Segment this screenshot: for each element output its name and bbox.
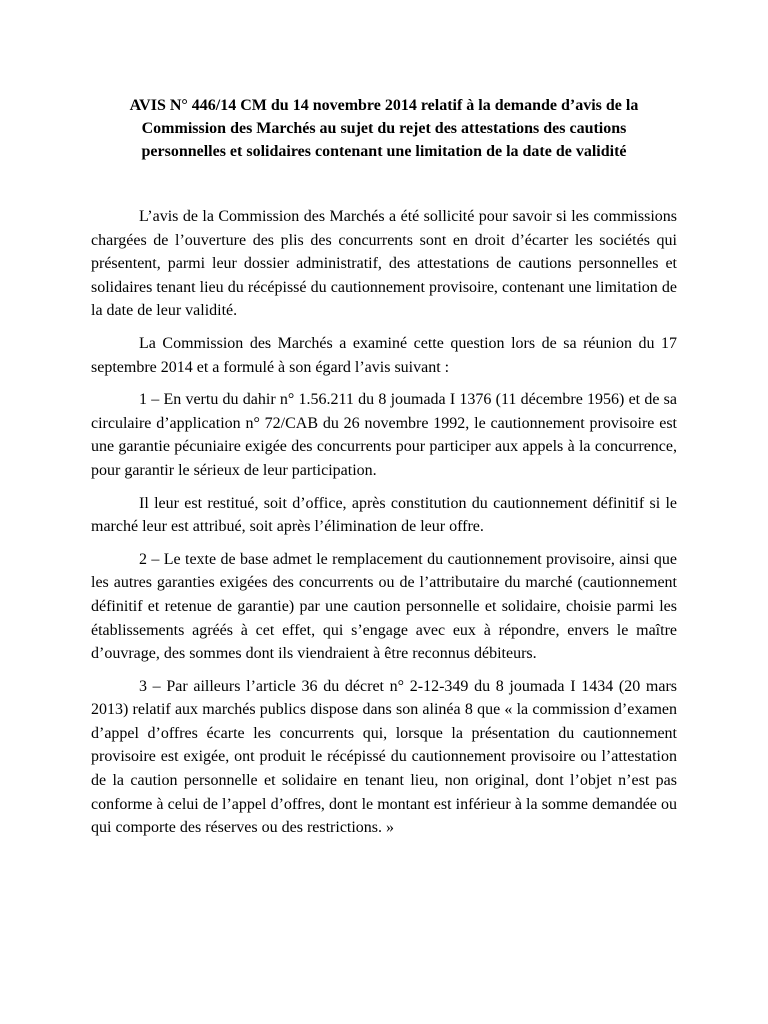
title-line-2: Commission des Marchés au sujet du rejet des attestations des cautions [141, 120, 627, 137]
document-title [91, 94, 677, 163]
document-page [91, 94, 677, 840]
paragraph-point-3: 3 – Par ailleurs l’article 36 du décret n° 2-12-349 du 8 joumada I 1434 (20 mars 2013) relatif aux marchés publics dispose dans son alinéa 8 que « la commission d’examen d’appel d’offres écarte les concurrents qui, lorsque la présentation du cautionnement provisoire est exigée, ont produit le récépissé du cautionnement provisoire ou l’attestation de la caution personnelle et solidaire en tenant lieu, non original, dont l’objet n’est pas conforme à celui de l’appel d’offres, dont le montant est inférieur à la somme demandée ou qui comporte des réserves ou des restrictions. » [91, 677, 677, 837]
paragraph-restitution: Il leur est restitué, soit d’office, après constitution du cautionnement définitif si le marché leur est attribué, soit après l’élimination de leur offre. [91, 494, 677, 536]
paragraph-point-2: 2 – Le texte de base admet le remplacement du cautionnement provisoire, ainsi que les autres garanties exigées des concurrents ou de l’attributaire du marché (cautionnement définitif et retenue de garantie) par une caution personnelle et solidaire, choisie parmi les établissements agréés à cet effet, qui s’engage avec eux à répondre, envers le maître d’ouvrage, des sommes dont ils viendraient à être reconnus débiteurs. [91, 550, 677, 663]
title-line-3: personnelles et solidaires contenant une limitation de la date de validité [141, 143, 627, 160]
paragraph-point-1: 1 – En vertu du dahir n° 1.56.211 du 8 joumada I 1376 (11 décembre 1956) et de sa circulaire d’application n° 72/CAB du 26 novembre 1992, le cautionnement provisoire est une garantie pécuniaire exigée des concurrents pour participer aux appels à la concurrence, pour garantir le sérieux de leur participation. [91, 391, 677, 479]
paragraph-examination: La Commission des Marchés a examiné cette question lors de sa réunion du 17 septembre 2014 et a formulé à son égard l’avis suivant : [91, 334, 677, 376]
paragraph-request: L’avis de la Commission des Marchés a été sollicité pour savoir si les commissions chargées de l’ouverture des plis des concurrents sont en droit d’écarter les sociétés qui présentent, parmi leur dossier administratif, des attestations de cautions personnelles et solidaires tenant lieu du récépissé du cautionnement provisoire, contenant une limitation de la date de leur validité. [91, 208, 677, 320]
title-line-1: AVIS N° 446/14 CM du 14 novembre 2014 relatif à la demande d’avis de la [129, 97, 639, 114]
